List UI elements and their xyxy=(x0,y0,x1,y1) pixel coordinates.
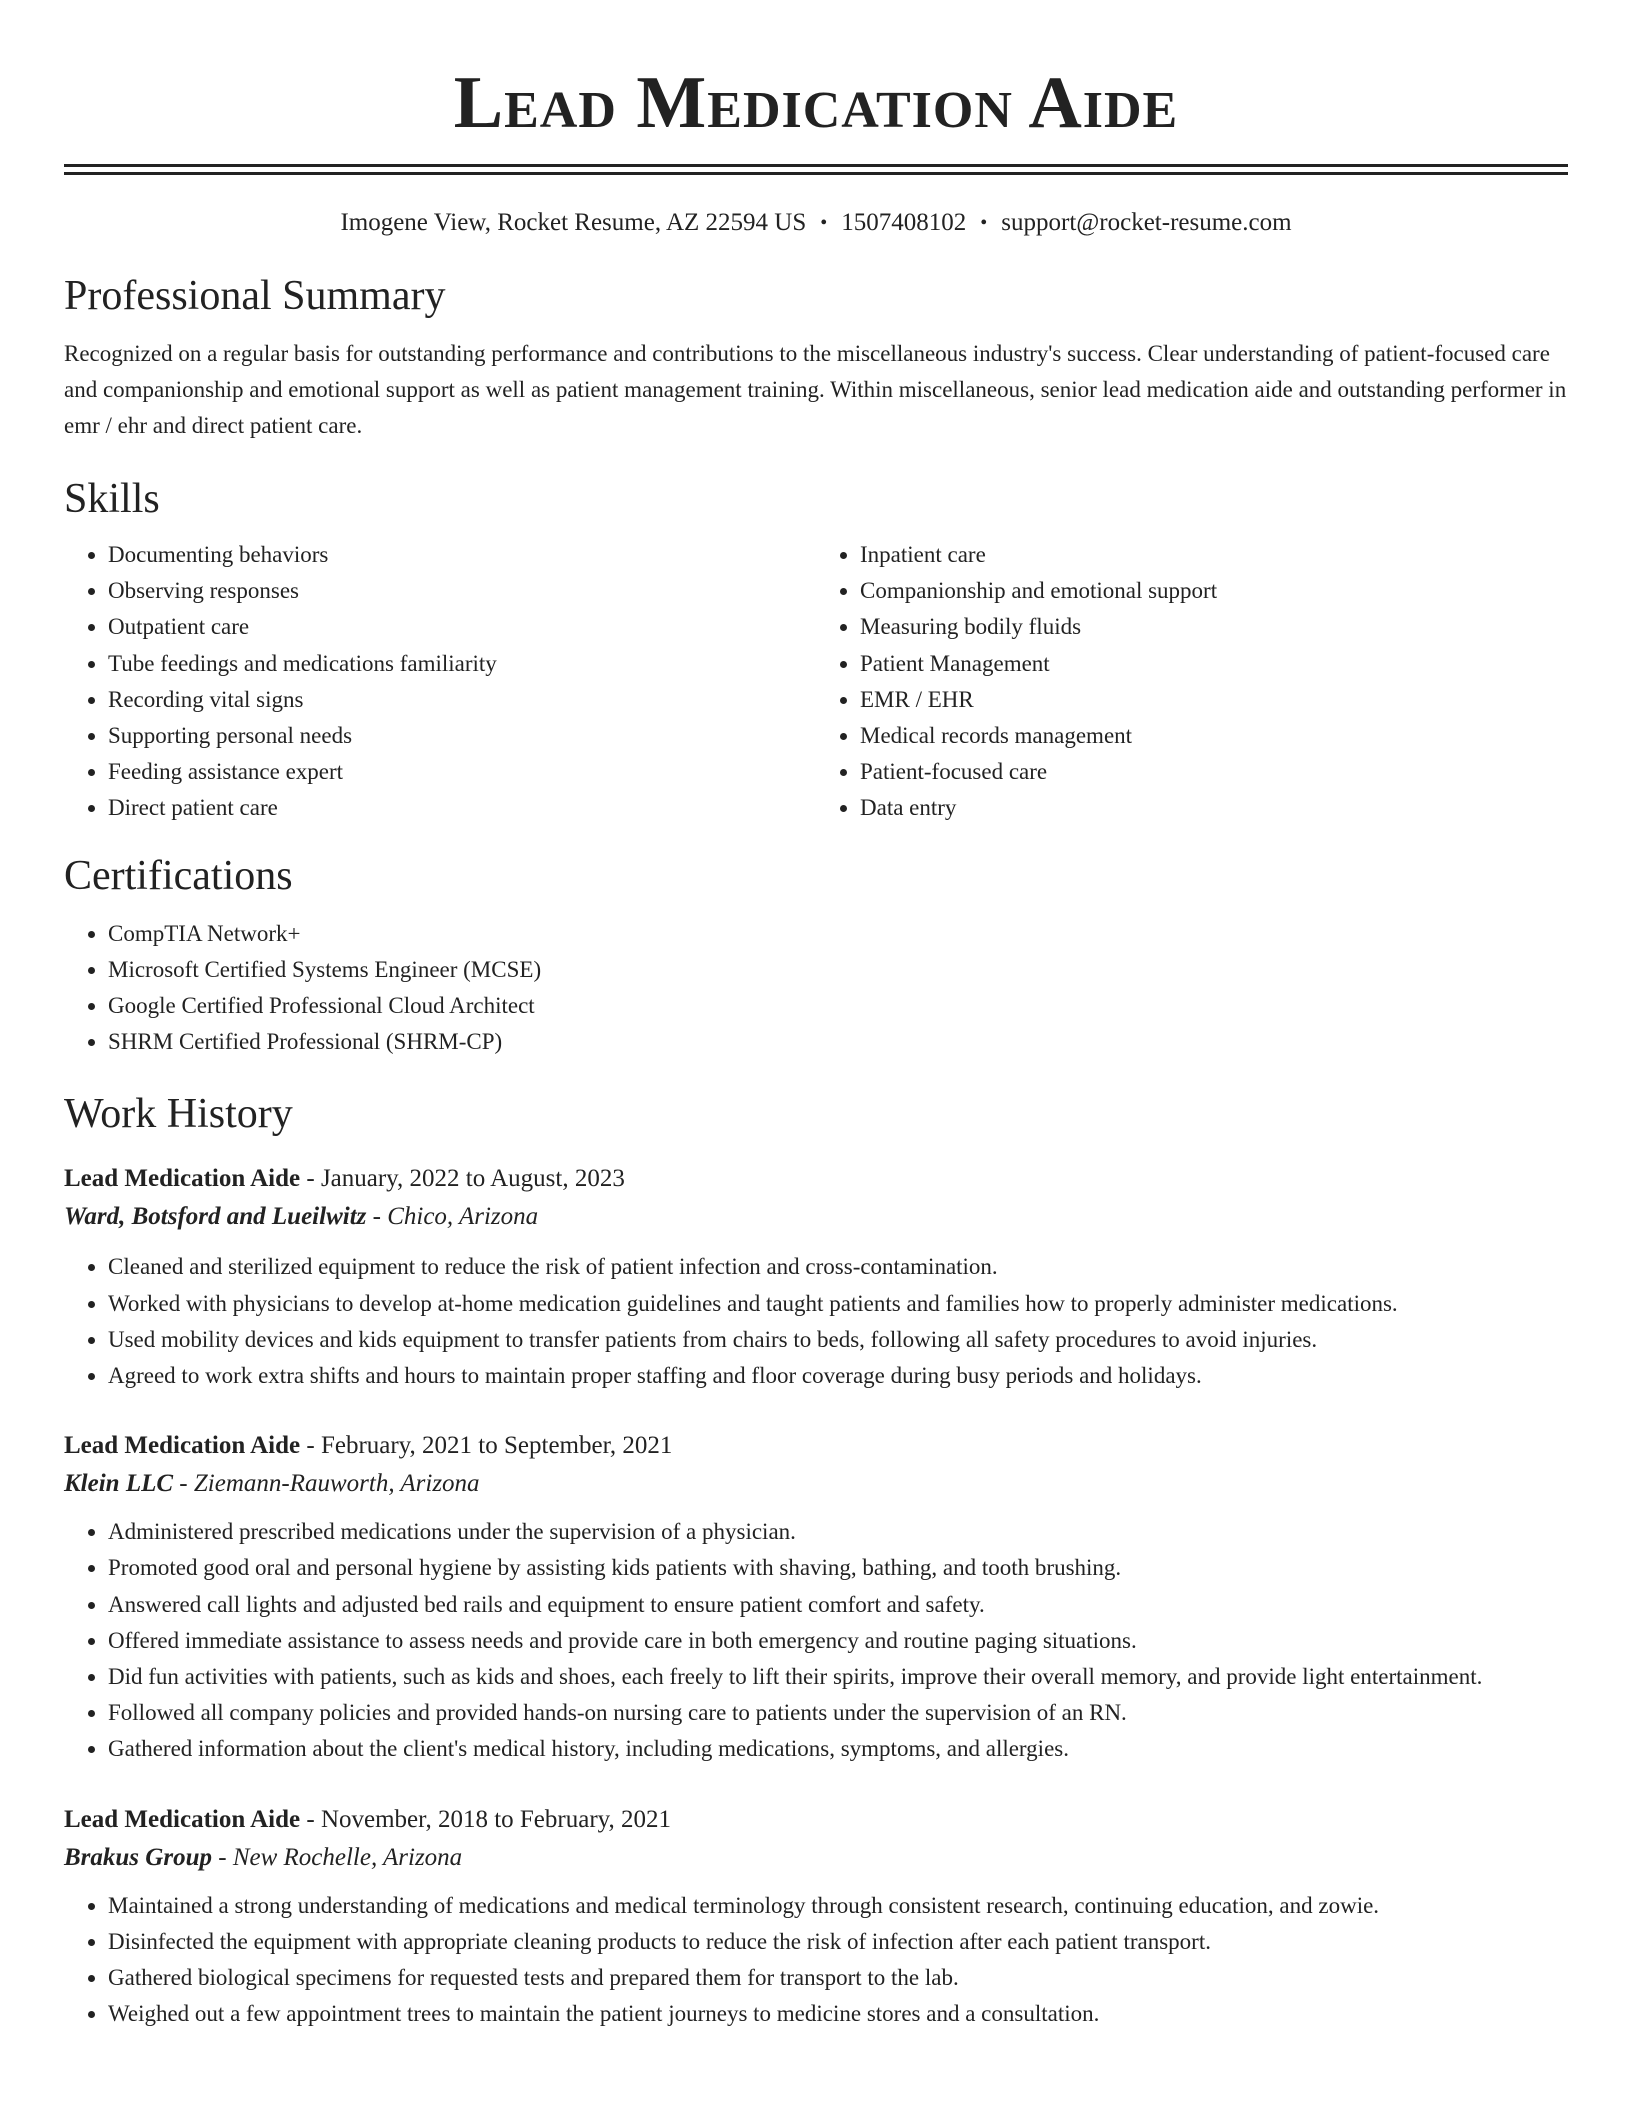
skill-item: • Patient-focused care xyxy=(860,754,1568,790)
skills-list-right xyxy=(816,537,1568,827)
title-divider xyxy=(64,164,1568,175)
job-title-line xyxy=(64,1801,1568,1839)
contact-email: support@rocket-resume.com xyxy=(1001,209,1292,236)
certifications-heading: Certifications xyxy=(64,852,293,899)
contact-separator: • xyxy=(980,212,988,234)
job-dates: January, 2022 to August, 2023 xyxy=(320,1165,625,1193)
job-entry xyxy=(64,1427,1568,1767)
skill-item: • Data entry xyxy=(860,790,1568,826)
certification-item: • CompTIA Network+ xyxy=(108,916,1568,952)
skills-list-left xyxy=(64,537,816,827)
page-title: Lead Medication Aide xyxy=(453,62,1179,144)
resume-page xyxy=(64,0,1568,2032)
contact-separator: • xyxy=(820,212,828,234)
contact-line xyxy=(64,206,1568,240)
certifications-list xyxy=(64,916,1568,1061)
job-location: New Rochelle, Arizona xyxy=(232,1843,463,1871)
job-title-line xyxy=(64,1427,1568,1465)
skill-item: • Medical records management xyxy=(860,718,1568,754)
skill-item: • EMR / EHR xyxy=(860,682,1568,718)
job-bullet: • Answered call lights and adjusted bed rails and equipment to ensure patient comfort and safety. xyxy=(108,1587,1568,1623)
job-company: Brakus Group xyxy=(64,1843,212,1871)
skill-item: • Supporting personal needs xyxy=(108,718,816,754)
certification-item: • SHRM Certified Professional (SHRM-CP) xyxy=(108,1024,1568,1060)
skills-columns xyxy=(64,537,1568,827)
skills-heading: Skills xyxy=(64,476,160,522)
job-bullet: • Worked with physicians to develop at-home medication guidelines and taught patients and families how to properly administer medications. xyxy=(108,1286,1568,1322)
contact-phone: 1507408102 xyxy=(841,209,967,236)
job-bullet: • Maintained a strong understanding of medications and medical terminology through consistent research, continuing education, and zowie. xyxy=(108,1888,1568,1924)
job-location: Ziemann-Rauworth, Arizona xyxy=(193,1470,480,1498)
job-bullet: • Promoted good oral and personal hygiene by assisting kids patients with shaving, bathing, and tooth brushing. xyxy=(108,1550,1568,1586)
skill-item: • Direct patient care xyxy=(108,790,816,826)
job-bullet: • Followed all company policies and provided hands-on nursing care to patients under the supervision of an RN. xyxy=(108,1695,1568,1731)
certification-item: • Google Certified Professional Cloud Architect xyxy=(108,988,1568,1024)
skill-item: • Feeding assistance expert xyxy=(108,754,816,790)
job-bullet: • Did fun activities with patients, such as kids and shoes, each freely to lift their spirits, improve their overall memory, and provide light entertainment. xyxy=(108,1659,1568,1695)
job-dates: February, 2021 to September, 2021 xyxy=(320,1432,673,1460)
dash-separator: - xyxy=(211,1843,233,1871)
job-bullet: • Gathered information about the client's medical history, including medications, symptoms, and allergies. xyxy=(108,1731,1568,1767)
certification-item: • Microsoft Certified Systems Engineer (MCSE) xyxy=(108,952,1568,988)
work-history-heading: Work History xyxy=(64,1091,293,1138)
skill-item: • Inpatient care xyxy=(860,537,1568,573)
job-title: Lead Medication Aide xyxy=(64,1165,301,1193)
summary-heading: Professional Summary xyxy=(64,273,446,319)
job-location: Chico, Arizona xyxy=(387,1203,539,1231)
skill-item: • Measuring bodily fluids xyxy=(860,609,1568,645)
job-company: Ward, Botsford and Lueilwitz xyxy=(64,1203,367,1231)
job-title: Lead Medication Aide xyxy=(64,1805,301,1833)
skill-item: • Patient Management xyxy=(860,646,1568,682)
dash-separator: - xyxy=(300,1165,321,1193)
job-bullet: • Disinfected the equipment with appropriate cleaning products to reduce the risk of infection after each patient transport. xyxy=(108,1924,1568,1960)
job-company-line xyxy=(64,1198,1568,1236)
dash-separator: - xyxy=(300,1805,321,1833)
skill-item: • Documenting behaviors xyxy=(108,537,816,573)
job-bullet: • Offered immediate assistance to assess needs and provide care in both emergency and routine paging situations. xyxy=(108,1623,1568,1659)
job-title-line xyxy=(64,1160,1568,1198)
job-company-line xyxy=(64,1839,1568,1877)
dash-separator: - xyxy=(300,1432,321,1460)
job-bullets xyxy=(64,1249,1568,1394)
job-bullet: • Cleaned and sterilized equipment to reduce the risk of patient infection and cross-contamination. xyxy=(108,1249,1568,1285)
job-entry xyxy=(64,1801,1568,2033)
contact-address: Imogene View, Rocket Resume, AZ 22594 US xyxy=(340,209,807,236)
skill-item: • Observing responses xyxy=(108,573,816,609)
job-bullet: • Gathered biological specimens for requested tests and prepared them for transport to the lab. xyxy=(108,1960,1568,1996)
dash-separator: - xyxy=(173,1470,194,1498)
job-company-line xyxy=(64,1465,1568,1503)
summary-text: Recognized on a regular basis for outstanding performance and contributions to the miscellaneous industry's success. Clear understanding of patient-focused care and companionship and emotional support as well as patient management training. Within miscellaneous, senior lead medication aide and outstanding performer in emr / ehr and direct patient care. xyxy=(64,341,1567,438)
skill-item: • Tube feedings and medications familiarity xyxy=(108,646,816,682)
job-entry xyxy=(64,1160,1568,1394)
job-bullet: • Weighed out a few appointment trees to maintain the patient journeys to medicine stores and a consultation. xyxy=(108,1996,1568,2032)
job-dates: November, 2018 to February, 2021 xyxy=(320,1805,672,1833)
job-title: Lead Medication Aide xyxy=(64,1432,301,1460)
dash-separator: - xyxy=(366,1203,388,1231)
job-bullets xyxy=(64,1888,1568,2033)
job-bullet: • Used mobility devices and kids equipment to transfer patients from chairs to beds, following all safety procedures to avoid injuries. xyxy=(108,1322,1568,1358)
skill-item: • Recording vital signs xyxy=(108,682,816,718)
job-bullets xyxy=(64,1514,1568,1767)
skill-item: • Companionship and emotional support xyxy=(860,573,1568,609)
job-bullet: • Administered prescribed medications under the supervision of a physician. xyxy=(108,1514,1568,1550)
skill-item: • Outpatient care xyxy=(108,609,816,645)
job-bullet: • Agreed to work extra shifts and hours to maintain proper staffing and floor coverage during busy periods and holidays. xyxy=(108,1358,1568,1394)
job-company: Klein LLC xyxy=(64,1470,174,1498)
